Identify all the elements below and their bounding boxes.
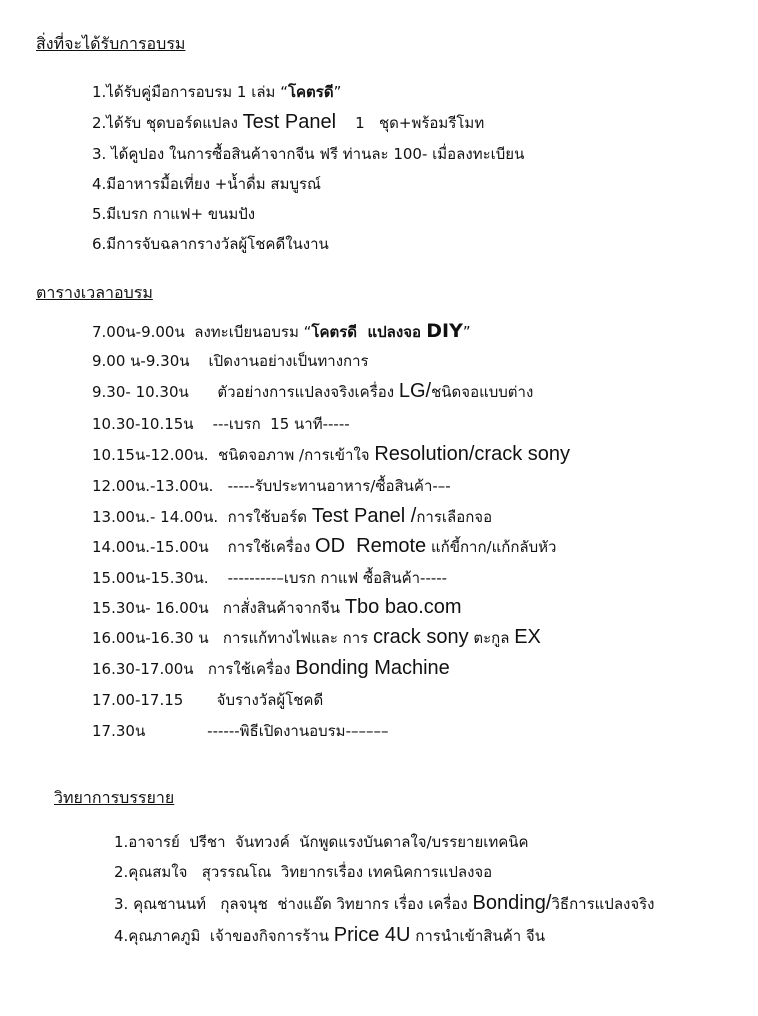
benefit-item-2: 2.ได้รับ ชุดบอร์ดแปลง Test Panel 1 ชุด+พร้อมรีโมท bbox=[92, 111, 485, 133]
schedule-row-12: 16.30-17.00น การใช้เครื่อง Bonding Machine bbox=[92, 657, 450, 679]
benefit-item-3: 3. ได้คูปอง ในการซื้อสินค้าจากจีน ฟรี ท่านละ 100- เมื่อลงทะเบียน bbox=[92, 145, 525, 163]
schedule-row-10: 15.30น- 16.00น กาสั่งสินค้าจากจีน Tbo bao.com bbox=[92, 596, 462, 618]
benefit-item-1: 1.ได้รับคู่มือการอบรม 1 เล่ม “โคตรดี” bbox=[92, 83, 342, 101]
benefit-item-6: 6.มีการจับฉลากรางวัลผู้โชคดีในงาน bbox=[92, 235, 329, 253]
schedule-row-7: 13.00น.- 14.00น. การใช้บอร์ด Test Panel /การเลือกจอ bbox=[92, 505, 493, 527]
schedule-row-6: 12.00น.-13.00น. -----รับประทานอาหาร/ซื้อสินค้า-–- bbox=[92, 477, 451, 495]
schedule-heading: ตารางเวลาอบรม bbox=[36, 283, 153, 302]
schedule-row-11: 16.00น-16.30 น การแก้ทางไฟและ การ crack sony ตะกูล EX bbox=[92, 626, 541, 648]
schedule-row-4: 10.30-10.15น ---เบรก 15 นาที----- bbox=[92, 415, 350, 433]
benefit-item-5: 5.มีเบรก กาแฟ+ ขนมปัง bbox=[92, 205, 256, 223]
speakers-heading: วิทยาการบรรยาย bbox=[54, 788, 175, 807]
speaker-item-3: 3. คุณชานนท์ กุลจนุช ช่างแอ๊ด วิทยากร เรื่อง เครื่อง Bonding/วิธีการแปลงจริง bbox=[114, 892, 655, 914]
benefits-heading: สิ่งที่จะได้รับการอบรม bbox=[36, 34, 186, 53]
schedule-row-5: 10.15น-12.00น. ชนิดจอภาพ /การเข้าใจ Resolution/crack sony bbox=[92, 443, 571, 465]
schedule-row-9: 15.00น-15.30น. ---------–เบรก กาแฟ ซื้อสินค้า----- bbox=[92, 569, 448, 587]
schedule-row-1: 7.00น-9.00น ลงทะเบียนอบรม “โคตรดี แปลงจอ DIY” bbox=[92, 320, 471, 342]
speaker-item-2: 2.คุณสมใจ สุวรรณโณ วิทยากรเรื่อง เทคนิคการแปลงจอ bbox=[114, 863, 493, 881]
schedule-row-3: 9.30- 10.30น ตัวอย่างการแปลงจริงเครื่อง LG/ชนิดจอแบบต่าง bbox=[92, 380, 534, 402]
schedule-row-13: 17.00-17.15 จับรางวัลผู้โชคดี bbox=[92, 691, 324, 709]
speaker-item-1: 1.อาจารย์ ปรีชา จันทวงค์ นักพูดแรงบันดาลใจ/บรรยายเทคนิค bbox=[114, 833, 529, 851]
schedule-row-2: 9.00 น-9.30น เปิดงานอย่างเป็นทางการ bbox=[92, 352, 369, 370]
speaker-item-4: 4.คุณภาคภูมิ เจ้าของกิจการร้าน Price 4U การนำเข้าสินค้า จีน bbox=[114, 924, 545, 946]
benefit-item-4: 4.มีอาหารมื้อเที่ยง +น้ำดื่ม สมบูรณ์ bbox=[92, 175, 321, 193]
schedule-row-8: 14.00น.-15.00น การใช้เครื่อง OD Remote แก้ขี้กาก/แก้กลับหัว bbox=[92, 535, 557, 557]
schedule-row-14: 17.30น ------พิธีเปิดงานอบรม-––––– bbox=[92, 722, 389, 740]
